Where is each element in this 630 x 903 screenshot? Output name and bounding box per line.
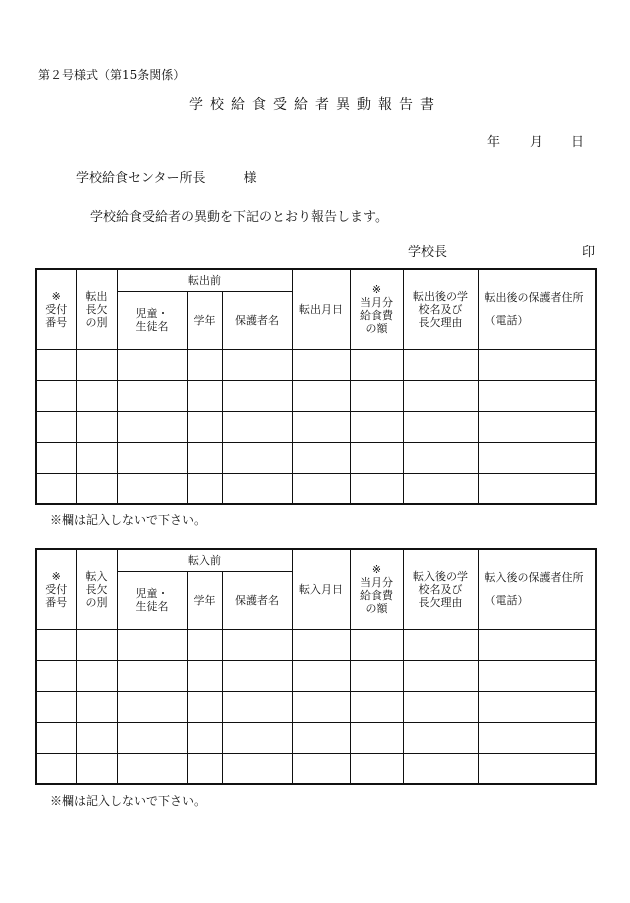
student-cell[interactable] [117, 691, 187, 722]
date-year-label: 年 [487, 135, 501, 150]
guardian-cell[interactable] [222, 753, 292, 784]
transfer-date-header: 転出月日 [292, 269, 350, 349]
guardian-name-header: 保護者名 [222, 571, 292, 629]
meal-fee-header: ※ 当月分 給食費 の額 [350, 549, 403, 629]
table-row [36, 660, 596, 691]
address-cell[interactable] [478, 442, 596, 473]
grade-cell[interactable] [187, 660, 222, 691]
fee-cell[interactable] [350, 349, 403, 380]
student-cell[interactable] [117, 442, 187, 473]
guardian-address-header [478, 269, 596, 349]
principal-signature [408, 241, 596, 260]
receipt-cell[interactable] [36, 380, 76, 411]
grade-cell[interactable] [187, 691, 222, 722]
receipt-cell[interactable] [36, 722, 76, 753]
transfer-date-header: 転入月日 [292, 549, 350, 629]
school-cell[interactable] [403, 753, 478, 784]
table-row [36, 753, 596, 784]
date-cell[interactable] [292, 380, 350, 411]
table-row [36, 380, 596, 411]
grade-cell[interactable] [187, 411, 222, 442]
date-cell[interactable] [292, 411, 350, 442]
date-day-label: 日 [571, 135, 585, 150]
type-cell[interactable] [76, 691, 117, 722]
school-reason-header: 転入後の学 校名及び 長欠理由 [403, 549, 478, 629]
receipt-cell[interactable] [36, 629, 76, 660]
guardian-cell[interactable] [222, 411, 292, 442]
addressee [76, 167, 257, 186]
receipt-cell[interactable] [36, 411, 76, 442]
fee-cell[interactable] [350, 660, 403, 691]
grade-cell[interactable] [187, 380, 222, 411]
address-cell[interactable] [478, 691, 596, 722]
principal-label: 学校長 [408, 245, 448, 260]
phone-label: （電話） [484, 314, 529, 328]
transfer-out-note: ※欄は記入しないで下さい。 [50, 513, 207, 527]
school-cell[interactable] [403, 442, 478, 473]
school-cell[interactable] [403, 380, 478, 411]
type-cell[interactable] [76, 473, 117, 504]
date-line [487, 131, 584, 150]
table-row [36, 473, 596, 504]
grade-cell[interactable] [187, 722, 222, 753]
guardian-address-label: 転入後の保護者住所 [484, 571, 584, 585]
student-cell[interactable] [117, 380, 187, 411]
type-cell[interactable] [76, 722, 117, 753]
school-cell[interactable] [403, 691, 478, 722]
guardian-cell[interactable] [222, 722, 292, 753]
table-row [36, 442, 596, 473]
receipt-cell[interactable] [36, 691, 76, 722]
type-cell[interactable] [76, 411, 117, 442]
address-cell[interactable] [478, 753, 596, 784]
table-row [36, 722, 596, 753]
addressee-honorific: 様 [243, 171, 257, 186]
school-cell[interactable] [403, 349, 478, 380]
receipt-cell[interactable] [36, 442, 76, 473]
guardian-cell[interactable] [222, 473, 292, 504]
date-cell[interactable] [292, 473, 350, 504]
student-cell[interactable] [117, 660, 187, 691]
student-cell[interactable] [117, 722, 187, 753]
table-row [36, 629, 596, 660]
date-cell[interactable] [292, 629, 350, 660]
fee-cell[interactable] [350, 753, 403, 784]
receipt-cell[interactable] [36, 753, 76, 784]
fee-cell[interactable] [350, 411, 403, 442]
receipt-cell[interactable] [36, 473, 76, 504]
student-cell[interactable] [117, 629, 187, 660]
grade-header: 学年 [187, 571, 222, 629]
transfer-type-header: 転出 長欠 の別 [76, 269, 117, 349]
type-cell[interactable] [76, 753, 117, 784]
grade-cell[interactable] [187, 473, 222, 504]
seal-mark: 印 [582, 245, 596, 260]
school-cell[interactable] [403, 629, 478, 660]
guardian-address-header [478, 549, 596, 629]
transfer-in-table [35, 548, 597, 785]
fee-cell[interactable] [350, 691, 403, 722]
transfer-type-header: 転入 長欠 の別 [76, 549, 117, 629]
date-cell[interactable] [292, 442, 350, 473]
phone-label: （電話） [484, 594, 529, 608]
school-cell[interactable] [403, 411, 478, 442]
date-cell[interactable] [292, 753, 350, 784]
type-cell[interactable] [76, 349, 117, 380]
grade-cell[interactable] [187, 629, 222, 660]
type-cell[interactable] [76, 629, 117, 660]
school-reason-header: 転出後の学 校名及び 長欠理由 [403, 269, 478, 349]
address-cell[interactable] [478, 473, 596, 504]
grade-cell[interactable] [187, 753, 222, 784]
grade-header: 学年 [187, 291, 222, 349]
date-cell[interactable] [292, 691, 350, 722]
student-cell[interactable] [117, 411, 187, 442]
address-cell[interactable] [478, 349, 596, 380]
fee-cell[interactable] [350, 629, 403, 660]
guardian-cell[interactable] [222, 442, 292, 473]
guardian-cell[interactable] [222, 629, 292, 660]
grade-cell[interactable] [187, 349, 222, 380]
intro-text: 学校給食受給者の異動を下記のとおり報告します。 [90, 210, 388, 225]
student-cell[interactable] [117, 473, 187, 504]
before-transfer-header: 転入前 [117, 549, 292, 571]
school-cell[interactable] [403, 722, 478, 753]
grade-cell[interactable] [187, 442, 222, 473]
receipt-cell[interactable] [36, 349, 76, 380]
fee-cell[interactable] [350, 722, 403, 753]
address-cell[interactable] [478, 660, 596, 691]
guardian-cell[interactable] [222, 691, 292, 722]
address-cell[interactable] [478, 411, 596, 442]
address-cell[interactable] [478, 722, 596, 753]
table-row [36, 691, 596, 722]
student-name-header: 児童・ 生徒名 [117, 291, 187, 349]
table-row [36, 411, 596, 442]
address-cell[interactable] [478, 380, 596, 411]
table-row [36, 349, 596, 380]
student-cell[interactable] [117, 349, 187, 380]
date-cell[interactable] [292, 660, 350, 691]
transfer-in-note: ※欄は記入しないで下さい。 [50, 794, 207, 808]
form-number: 第２号様式（第15条関係） [38, 68, 186, 82]
school-cell[interactable] [403, 660, 478, 691]
guardian-cell[interactable] [222, 660, 292, 691]
school-cell[interactable] [403, 473, 478, 504]
fee-cell[interactable] [350, 473, 403, 504]
address-cell[interactable] [478, 629, 596, 660]
type-cell[interactable] [76, 442, 117, 473]
fee-cell[interactable] [350, 380, 403, 411]
date-month-label: 月 [530, 135, 544, 150]
type-cell[interactable] [76, 380, 117, 411]
type-cell[interactable] [76, 660, 117, 691]
guardian-cell[interactable] [222, 349, 292, 380]
guardian-cell[interactable] [222, 380, 292, 411]
receipt-cell[interactable] [36, 660, 76, 691]
addressee-name: 学校給食センター所長 [76, 171, 206, 186]
meal-fee-header: ※ 当月分 給食費 の額 [350, 269, 403, 349]
guardian-address-label: 転出後の保護者住所 [484, 291, 584, 305]
document-title: 学校給食受給者異動報告書 [189, 97, 441, 113]
fee-cell[interactable] [350, 442, 403, 473]
receipt-number-header: ※ 受付 番号 [36, 269, 76, 349]
transfer-out-table [35, 268, 597, 505]
before-transfer-header: 転出前 [117, 269, 292, 291]
student-cell[interactable] [117, 753, 187, 784]
date-cell[interactable] [292, 722, 350, 753]
guardian-name-header: 保護者名 [222, 291, 292, 349]
receipt-number-header: ※ 受付 番号 [36, 549, 76, 629]
student-name-header: 児童・ 生徒名 [117, 571, 187, 629]
date-cell[interactable] [292, 349, 350, 380]
